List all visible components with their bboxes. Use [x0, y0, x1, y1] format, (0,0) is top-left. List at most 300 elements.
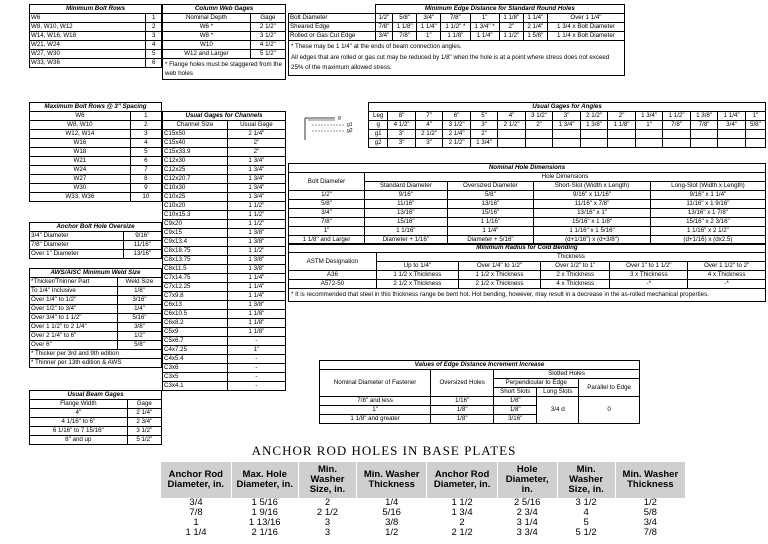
table-cell: 1 1/2": [663, 112, 691, 121]
cold-bending-table: [288, 243, 766, 302]
column-web-gages-table: [162, 4, 286, 80]
table-cell: 1": [289, 227, 365, 236]
table-cell: C10x15.3: [163, 211, 228, 220]
table-cell: 1/8": [117, 287, 161, 296]
table-cell: 1/4: [385, 498, 399, 508]
col-header: Over 1/4" to 1/2": [458, 262, 540, 271]
table-row: [289, 14, 625, 23]
table-cell: 1 1/4": [227, 283, 285, 292]
table-cell: W24: [30, 166, 131, 175]
table-row: [30, 14, 162, 23]
table-cell: 11/16": [123, 241, 161, 250]
table-title: Minimum Radius for Cold Bending: [289, 244, 766, 253]
col-header: Short Slots: [494, 388, 537, 397]
table-cell: 1/2": [289, 191, 365, 200]
table-row: [163, 23, 286, 32]
table-cell: 2 1/2": [580, 112, 608, 121]
table-cell: 2 1/4": [523, 23, 547, 32]
table-cell: Sheared Edge: [289, 23, 376, 32]
table-row: [163, 310, 286, 319]
table-cell: C10x25: [163, 193, 228, 202]
table-cell: 3/16": [117, 296, 161, 305]
table-row: [30, 305, 162, 314]
table-row: [163, 274, 286, 283]
table-cell: 5 1/2": [127, 436, 161, 445]
table-cell: [718, 139, 746, 148]
table-row: [163, 139, 286, 148]
table-cell: 2 1/2": [415, 130, 443, 139]
table-title: Minimum Edge Distance for Standard Round Holes: [375, 5, 624, 14]
table-cell: 3/4": [289, 209, 365, 218]
table-row: [163, 337, 286, 346]
table-cell: [608, 139, 636, 148]
table-cell: W27: [30, 175, 131, 184]
table-cell: 13/16" x 1": [534, 209, 651, 218]
table-cell: 13/16": [365, 209, 448, 218]
col-header: Gage: [250, 14, 285, 23]
table-cell: 8" and up: [30, 436, 128, 445]
anchor-rods-table: [161, 462, 686, 538]
table-cell: 2: [459, 518, 465, 528]
table-cell: 1/2: [385, 528, 399, 538]
table-cell: C7x9.8: [163, 292, 228, 301]
table-cell: 1 1/2: [451, 498, 473, 508]
table-cell: 5 1/2: [575, 528, 597, 538]
table-cell: 2 1/4": [227, 130, 285, 139]
table-cell: 6": [443, 112, 471, 121]
table-cell: 6 1/16" to 7 15/16": [30, 427, 128, 436]
table-row: [30, 232, 162, 241]
col-header: Standard Diameter: [365, 182, 448, 191]
table-cell: 1 1/2": [227, 202, 285, 211]
col-header: Over 1 1/2" to 2": [688, 262, 766, 271]
col-header: Long-Slot (Width x Length): [650, 182, 765, 191]
col-header: Parallel to Edge: [579, 379, 640, 397]
table-cell: 1 3/4": [227, 184, 285, 193]
table-cell: 1 1/8": [393, 23, 417, 32]
table-cell: C4x5.4: [163, 355, 228, 364]
table-cell: 9: [130, 184, 161, 193]
table-row: [30, 59, 162, 68]
table-row: [30, 287, 162, 296]
table-cell: -: [227, 355, 285, 364]
table-cell: 3 1/4: [516, 518, 538, 528]
table-cell: 1 3/4": [227, 166, 285, 175]
table-cell: 5: [583, 518, 589, 528]
table-cell: Diameter + 5/16": [447, 236, 534, 245]
table-row: [30, 427, 162, 436]
table-title: Column Web Gages: [163, 5, 286, 14]
group-header: Hole Dimensions: [365, 173, 766, 182]
table-cell: 5/16": [117, 314, 161, 323]
table-cell: 7/8": [375, 23, 393, 32]
table-cell: 15/16": [365, 218, 448, 227]
table-cell: 2 1/4": [127, 409, 161, 418]
table-cell: 4 x Thickness: [541, 280, 610, 289]
table-row: [289, 271, 766, 280]
table-cell: 1 1/4": [523, 14, 547, 23]
table-row: [163, 32, 286, 41]
weld-size-table: [29, 268, 162, 368]
table-row: [30, 23, 162, 32]
table-cell: [525, 139, 553, 148]
table-cell: 13/16": [447, 200, 534, 209]
table-cell: 4 1/2": [250, 41, 285, 50]
table-cell: 1 1/4": [227, 274, 285, 283]
table-cell: Over 6": [30, 341, 118, 350]
table-row: [30, 157, 162, 166]
edge-distance-notes: [288, 41, 625, 76]
table-cell: 2: [146, 23, 162, 32]
table-row: [163, 148, 286, 157]
table-row: [30, 175, 162, 184]
table-cell: 1 1/16" x 2 1/2": [650, 227, 765, 236]
table-row: [369, 130, 766, 139]
table-cell: [635, 139, 663, 148]
table-cell: 1": [635, 121, 663, 130]
table-cell: 1 3/4" *: [470, 23, 499, 32]
table-row: [289, 23, 625, 32]
table-cell: C6x8.2: [163, 319, 228, 328]
table-row: [163, 184, 286, 193]
table-row: [163, 319, 286, 328]
table-row: [163, 292, 286, 301]
table-cell: 3 1/2": [443, 121, 471, 130]
table-cell: 11/16": [365, 200, 448, 209]
table-cell: 4": [415, 121, 443, 130]
table-cell: C5x9: [163, 328, 228, 337]
table-cell: 1 3/4": [470, 139, 498, 148]
table-cell: 3 1/2": [127, 427, 161, 436]
table-cell: 2": [470, 130, 498, 139]
table-cell: 9/16" x 1 1/4": [650, 191, 765, 200]
table-cell: C12x25: [163, 166, 228, 175]
table-cell: 5": [470, 112, 498, 121]
table-cell: 1/8": [494, 397, 537, 406]
table-cell: g2: [369, 139, 388, 148]
table-cell: 1 3/8": [690, 112, 718, 121]
anchor-oversize-table: [29, 222, 162, 259]
col-header: Gage: [127, 400, 161, 409]
table-cell: 13/16" x 1 7/8": [650, 209, 765, 218]
table-cell: 4 x Thickness: [688, 271, 766, 280]
col-header: Flange Width: [30, 400, 128, 409]
table-row: [163, 238, 286, 247]
table-cell: 1 1/8" and Larger: [289, 236, 365, 245]
table-cell: A36: [289, 271, 377, 280]
table-cell: Diameter + 1/16": [365, 236, 448, 245]
table-note: * Thinner per 13th edition & AWS: [30, 359, 162, 368]
table-row: [289, 209, 766, 218]
table-row: [163, 364, 286, 373]
angle-gages-table: [288, 102, 766, 148]
table-cell: 1: [146, 14, 162, 23]
table-cell: 1 1/2 x Thickness: [458, 271, 540, 280]
table-cell: 1 5/8": [523, 32, 547, 41]
table-row: [30, 323, 162, 332]
table-row: [30, 184, 162, 193]
col-header: Anchor Rod Diameter, in.: [161, 462, 231, 498]
col-header: Usual Gage: [227, 121, 285, 130]
table-cell: W10: [163, 41, 251, 50]
table-cell: 2 1/2": [443, 139, 471, 148]
table-row: [30, 314, 162, 323]
table-row: [161, 528, 686, 538]
table-row: [289, 280, 766, 289]
table-cell: [498, 139, 526, 148]
table-cell: 4: [146, 41, 162, 50]
table-cell: 2: [130, 121, 161, 130]
table-cell: 1 1/4 x Bolt Diameter: [547, 32, 624, 41]
table-row: [163, 229, 286, 238]
table-cell: C9x15: [163, 229, 228, 238]
table-cell: 1 3/8": [227, 229, 285, 238]
table-cell: 1 3/8": [580, 121, 608, 130]
table-cell: 7/8": [663, 121, 691, 130]
table-cell: 1 1/4": [718, 112, 746, 121]
anchor-rods-title: ANCHOR ROD HOLES IN BASE PLATES: [251, 443, 517, 458]
table-cell: 7/8": [441, 14, 470, 23]
table-cell: 3": [553, 112, 581, 121]
table-cell: 5/8": [117, 341, 161, 350]
table-cell: [525, 130, 553, 139]
table-cell: 1 3/4": [227, 175, 285, 184]
table-cell: Over 1 1/4": [547, 14, 624, 23]
table-row: [289, 218, 766, 227]
table-cell: W21: [30, 157, 131, 166]
table-cell: 3/8": [117, 323, 161, 332]
table-row: [163, 328, 286, 337]
table-cell: W30: [30, 184, 131, 193]
table-cell: 4 1/2": [388, 121, 416, 130]
table-cell: 3": [415, 139, 443, 148]
table-cell: 1/8": [431, 406, 494, 415]
note-line: All edges that are rolled or gas cut may be reduced by 1/8" when the hole is at a point where stress does not exceed 25% of the maximum allowed stress.: [291, 53, 610, 71]
table-cell: C4x7.25: [163, 346, 228, 355]
table-cell: W12 and Larger: [163, 50, 251, 59]
table-cell: 3: [324, 528, 331, 538]
table-cell: 5 1/2": [250, 50, 285, 59]
angle-diagram: [290, 114, 360, 142]
table-cell: Bolt Diameter: [289, 14, 376, 23]
table-cell: 4: [130, 139, 161, 148]
table-cell: 1 1/2 x Thickness: [376, 271, 458, 280]
table-cell: 3/4" Diameter: [30, 232, 124, 241]
table-cell: 2 3/4: [516, 508, 538, 518]
col-header: Channel Size: [163, 121, 228, 130]
table-cell: 6: [130, 157, 161, 166]
group-header: Thickness: [376, 253, 765, 262]
table-cell: g1: [369, 130, 388, 139]
table-cell: 1 3/4": [227, 157, 285, 166]
diagram-label-g1: g1: [347, 122, 353, 128]
table-row: [30, 41, 162, 50]
table-cell: 3 1/2": [250, 32, 285, 41]
table-cell: (d+1/16) x (dx2.5): [650, 236, 765, 245]
table-cell: 1 1/16" x 1 5/16": [534, 227, 651, 236]
col-header: Hole Diameter, in.: [497, 462, 557, 498]
channel-gages-table: [162, 111, 286, 391]
table-cell: [745, 139, 765, 148]
table-cell: C5x6.7: [163, 337, 228, 346]
table-row: [30, 332, 162, 341]
table-cell: [580, 130, 608, 139]
col-header: Max. Hole Diameter, in.: [231, 462, 298, 498]
table-row: [163, 211, 286, 220]
table-cell: 1/2": [117, 332, 161, 341]
table-cell: 3/4: [189, 498, 203, 508]
col-header: Anchor Rod Diameter, in.: [427, 462, 498, 498]
table-cell: [718, 130, 746, 139]
table-title: Values of Edge Distance Increment Increase: [320, 361, 640, 370]
col-header: Min. Washer Thickness: [357, 462, 427, 498]
table-cell: W27, W30: [30, 50, 146, 59]
table-cell: C10x20: [163, 202, 228, 211]
table-title: Nominal Hole Dimensions: [289, 164, 766, 173]
table-cell: 1/8": [494, 406, 537, 415]
col-header: *Thicker/Thinner Part: [30, 278, 118, 287]
table-row: [163, 175, 286, 184]
table-cell: C3x5: [163, 373, 228, 382]
table-cell: Over 1" Diameter: [30, 250, 124, 259]
table-cell: C15x40: [163, 139, 228, 148]
table-cell: 1 1/2": [227, 247, 285, 256]
table-cell: Leg: [369, 112, 388, 121]
table-row: [30, 193, 162, 202]
table-cell: -: [227, 373, 285, 382]
table-cell: 1/2": [375, 14, 393, 23]
table-cell: C3x6: [163, 364, 228, 373]
table-cell: A572-50: [289, 280, 377, 289]
table-row: [163, 193, 286, 202]
table-cell: C6x10.5: [163, 310, 228, 319]
table-cell: 7/8" Diameter: [30, 241, 124, 250]
table-cell: C9x13.4: [163, 238, 228, 247]
table-cell: 3/4 d: [537, 397, 579, 424]
table-cell: -: [227, 337, 285, 346]
table-cell: 2 5/16: [513, 498, 541, 508]
table-cell: [498, 130, 526, 139]
table-cell: 7/8" and less: [320, 397, 431, 406]
table-row: [30, 418, 162, 427]
table-row: [163, 130, 286, 139]
table-cell: 2 3/4": [127, 418, 161, 427]
table-row: [30, 409, 162, 418]
table-cell: 7": [415, 112, 443, 121]
table-cell: 2 1/2": [498, 121, 526, 130]
table-cell: 3: [146, 32, 162, 41]
table-cell: 1/4": [117, 305, 161, 314]
table-cell: 1 1/2" *: [441, 23, 470, 32]
table-cell: C6x13: [163, 301, 228, 310]
table-cell: 5/8": [745, 121, 765, 130]
table-row: [30, 250, 162, 259]
table-cell: 3/4": [375, 32, 393, 41]
table-cell: C8x11.5: [163, 265, 228, 274]
table-cell: 3: [324, 518, 331, 528]
table-cell: 10: [130, 193, 161, 202]
table-cell: C8x13.75: [163, 256, 228, 265]
table-cell: 8": [388, 112, 416, 121]
min-bolt-rows-table: [29, 4, 162, 68]
table-cell: 2 x Thickness: [541, 271, 610, 280]
diagram-label-g2: g2: [347, 128, 353, 134]
edge-increment-table: [319, 360, 640, 424]
anchor-header-row: [161, 462, 686, 498]
table-cell: 1": [470, 14, 499, 23]
table-cell: W8 *: [163, 32, 251, 41]
table-cell: 1 1/2": [499, 32, 523, 41]
table-row: [163, 346, 286, 355]
table-cell: 13/16": [123, 250, 161, 259]
table-cell: -*: [610, 280, 688, 289]
table-cell: 3/4": [718, 121, 746, 130]
col-header: Short-Slot (Width x Length): [534, 182, 651, 191]
table-cell: [745, 130, 765, 139]
table-cell: 1 1/4": [227, 292, 285, 301]
table-cell: 1 3/8": [227, 301, 285, 310]
table-cell: 1 13/16: [248, 518, 281, 528]
table-cell: 2 1/2: [451, 528, 473, 538]
table-cell: Over 1 1/2" to 2 1/4": [30, 323, 118, 332]
table-cell: W18: [30, 148, 131, 157]
table-cell: 1/8": [431, 415, 494, 424]
col-header: Nominal Depth: [163, 14, 251, 23]
table-cell: Rolled or Gas Cut Edge: [289, 32, 376, 41]
table-cell: 5: [130, 148, 161, 157]
table-cell: 1": [745, 112, 765, 121]
table-row: [30, 241, 162, 250]
table-cell: C12x20.7: [163, 175, 228, 184]
column-web-note: * Flange holes must be staggered from the web holes: [162, 59, 286, 80]
table-cell: 15/16" x 2 3/16": [650, 218, 765, 227]
table-cell: 4: [583, 508, 589, 518]
table-cell: C7x14.75: [163, 274, 228, 283]
table-row: [163, 220, 286, 229]
table-cell: C7x12.25: [163, 283, 228, 292]
col-header: Min. Washer Size, in.: [557, 462, 615, 498]
table-cell: 1 3/4": [635, 112, 663, 121]
table-cell: 1": [227, 346, 285, 355]
table-cell: 1/2: [643, 498, 657, 508]
table-row: [289, 200, 766, 209]
col-header: Min. Washer Thickness: [615, 462, 685, 498]
table-cell: Over 1/4" to 1/2": [30, 296, 118, 305]
table-cell: 1 1/8": [441, 32, 470, 41]
table-cell: 1 9/16: [251, 508, 278, 518]
table-cell: 1 3/8": [227, 256, 285, 265]
table-cell: W6: [30, 14, 146, 23]
table-cell: 1 1/8": [227, 328, 285, 337]
table-cell: 4 1/16" to 6": [30, 418, 128, 427]
table-row: [163, 382, 286, 391]
table-cell: 2 1/2 x Thickness: [376, 280, 458, 289]
table-cell: 2": [227, 139, 285, 148]
table-cell: Over 1/2" to 3/4": [30, 305, 118, 314]
table-row: [289, 32, 625, 41]
table-cell: 1 1/8": [608, 121, 636, 130]
col-header: Long Slots: [537, 388, 579, 397]
table-cell: 2": [608, 112, 636, 121]
table-cell: 1": [417, 32, 441, 41]
table-cell: 2 1/16: [251, 528, 278, 538]
table-cell: 1: [130, 112, 161, 121]
col-header: Bolt Diameter: [289, 173, 365, 191]
table-title: Usual Gages for Angles: [369, 103, 766, 112]
table-row: [163, 301, 286, 310]
table-cell: 1 3/4 x Bolt Diameter: [547, 23, 624, 32]
group-header: Slotted Holes: [494, 370, 640, 379]
